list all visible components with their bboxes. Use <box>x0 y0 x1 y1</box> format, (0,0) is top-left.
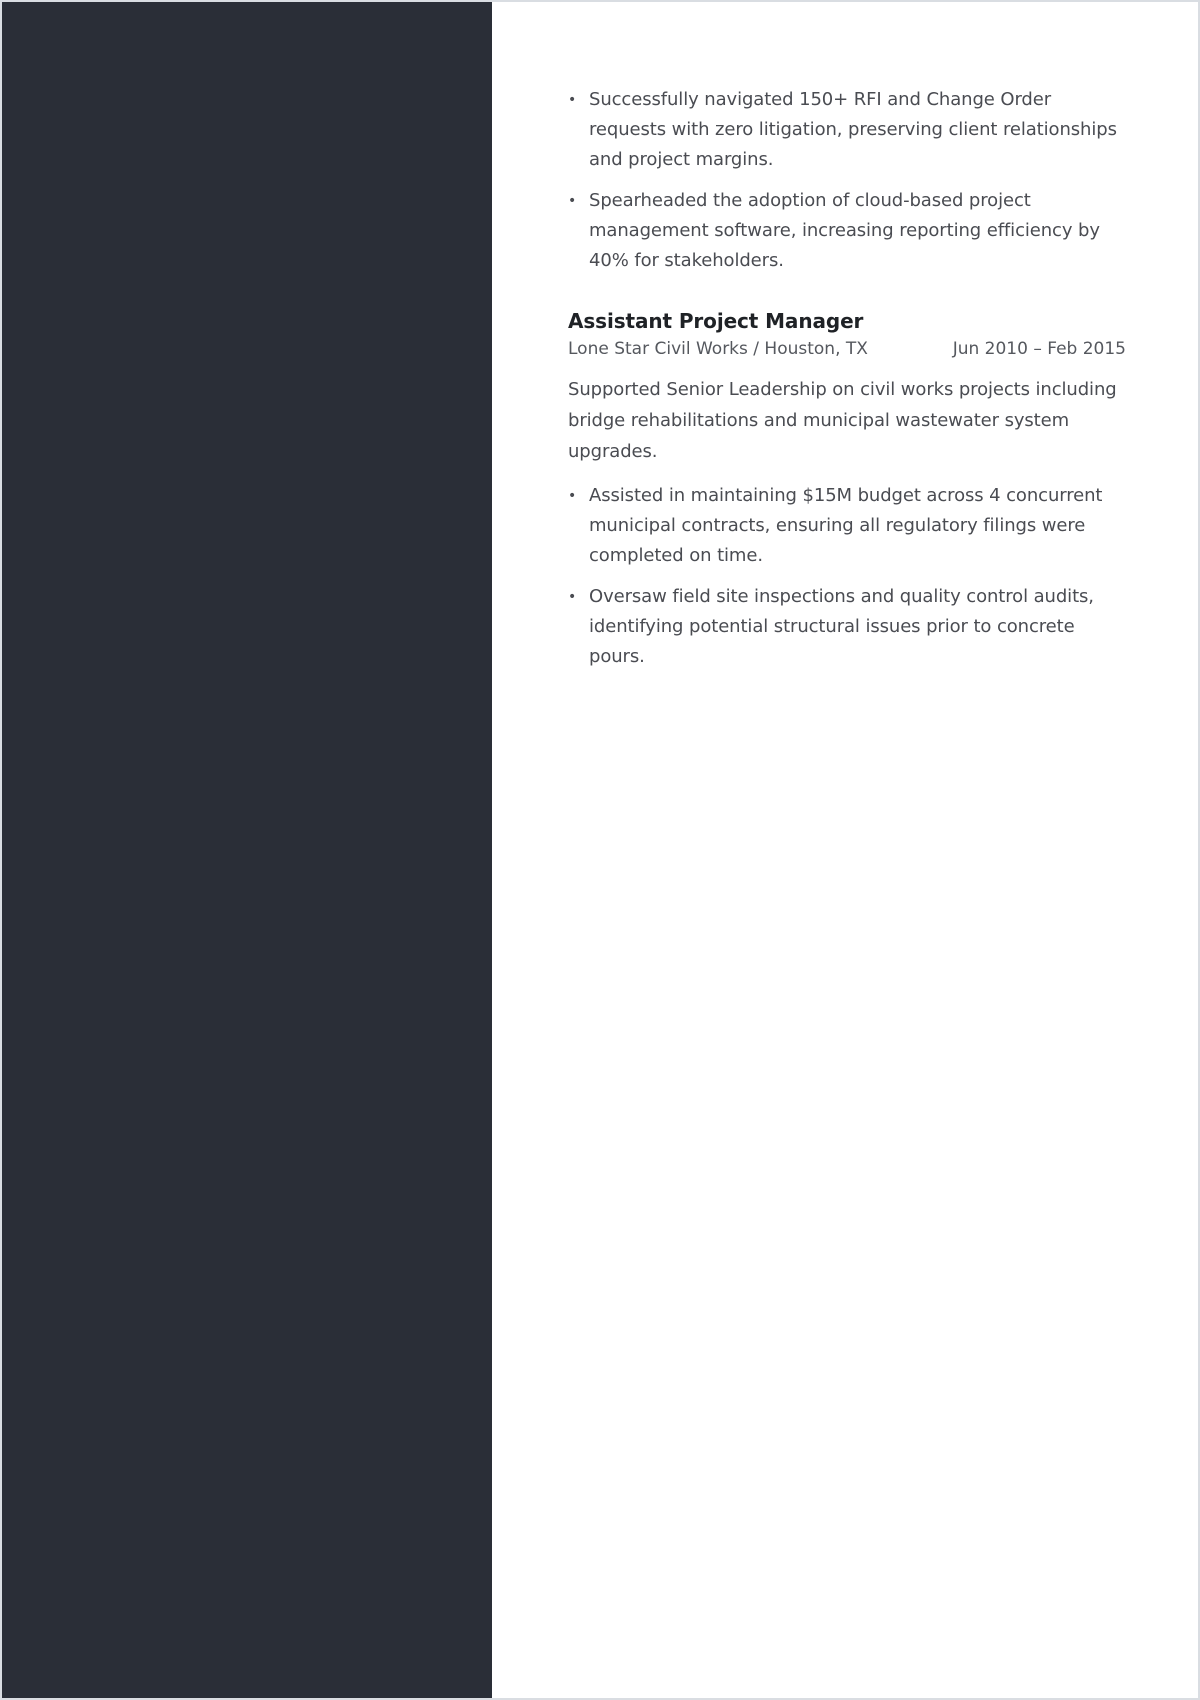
previous-role-bullet-list <box>568 85 1126 276</box>
job-dates: Jun 2010 – Feb 2015 <box>952 339 1126 359</box>
list-item <box>568 481 1126 571</box>
list-item <box>568 582 1126 672</box>
job-company-location: Lone Star Civil Works / Houston, TX <box>568 339 868 359</box>
resume-sidebar <box>2 2 492 1698</box>
job-title: Assistant Project Manager <box>568 309 864 333</box>
bullet-text: Assisted in maintaining $15M budget across 4 concurrent municipal contracts, ensuring all regulatory filings were completed on time. <box>589 485 1103 566</box>
bullet-text: Successfully navigated 150+ RFI and Change Order requests with zero litigation, preserving client relationships and project margins. <box>589 89 1117 170</box>
list-item <box>568 186 1126 276</box>
job-meta <box>568 338 1126 360</box>
bullet-icon: • <box>568 589 577 605</box>
bullet-text: Spearheaded the adoption of cloud-based project management software, increasing reporting efficiency by 40% for stakeholders. <box>589 190 1100 271</box>
bullet-icon: • <box>568 193 577 209</box>
list-item <box>568 85 1126 175</box>
bullet-icon: • <box>568 488 577 504</box>
job-summary: Supported Senior Leadership on civil works projects including bridge rehabilitations and municipal wastewater system upgrades. <box>568 379 1117 462</box>
bullet-icon: • <box>568 92 577 108</box>
resume-main-column <box>568 2 1126 1698</box>
bullet-text: Oversaw field site inspections and quality control audits, identifying potential structural issues prior to concrete pours. <box>589 586 1094 667</box>
job-bullet-list <box>568 481 1126 672</box>
